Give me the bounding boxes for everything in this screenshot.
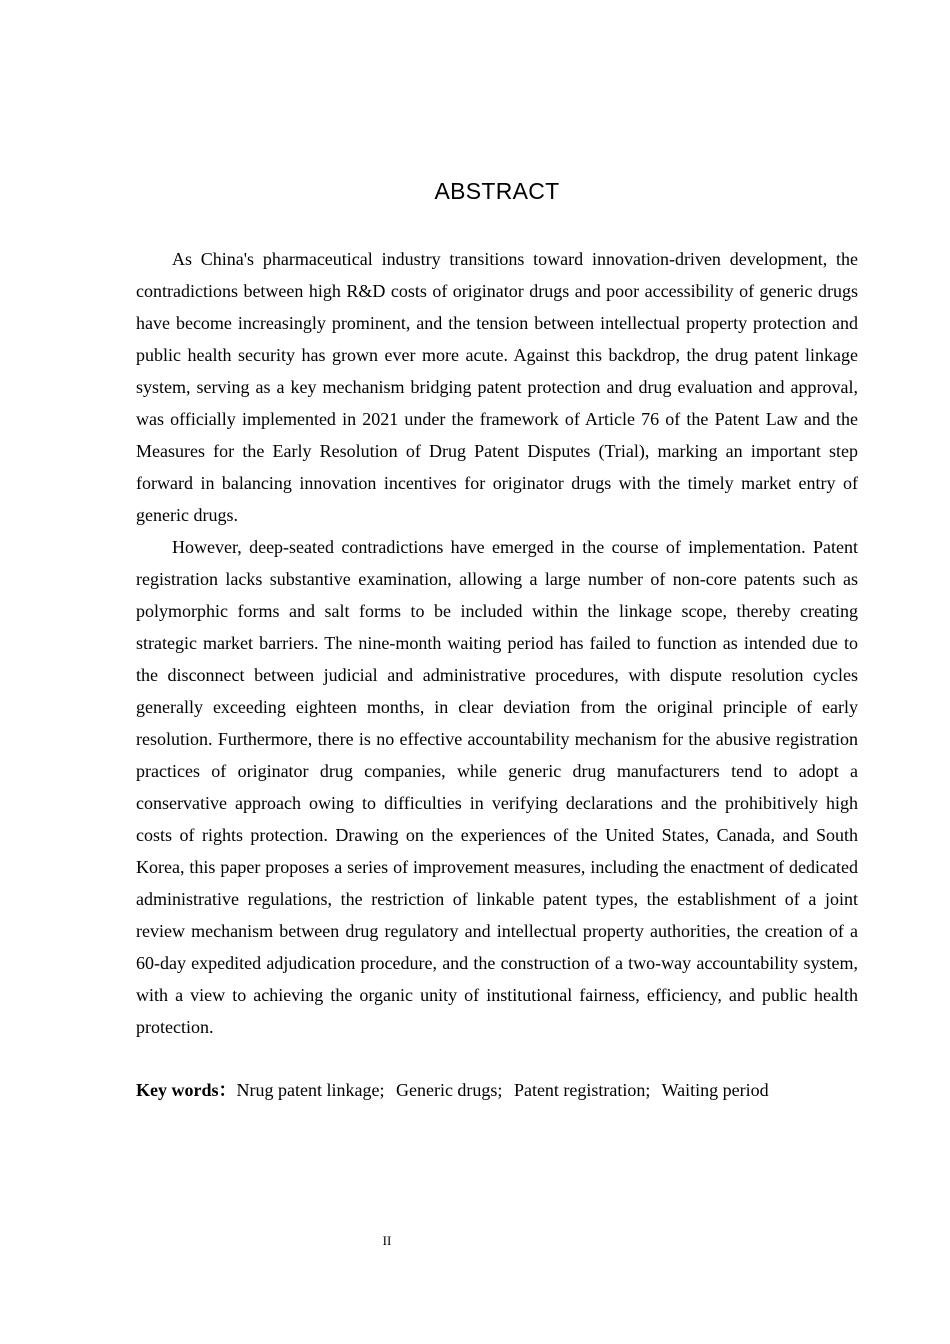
abstract-title: ABSTRACT (434, 178, 560, 204)
page-number: II (382, 1233, 392, 1248)
keyword-item: Nrug patent linkage; (236, 1080, 385, 1100)
abstract-body (136, 243, 858, 1043)
keyword-item: Patent registration; (513, 1080, 651, 1100)
keyword-item: Generic drugs; (395, 1080, 503, 1100)
keywords-label: Key words： (136, 1080, 237, 1100)
keyword-item: Waiting period (661, 1080, 769, 1100)
abstract-paragraph-2: However, deep-seated contradictions have emerged in the course of implementation. Patent registration lacks substantive examination, allowing a large number of non-core patents such as polymorphic forms and salt forms to be included within the linkage scope, thereby creating strategic market barriers. The nine-month waiting period has failed to function as intended due to the disconnect between judicial and administrative procedures, with dispute resolution cycles generally exceeding eighteen months, in clear deviation from the original principle of early resolution. Furthermore, there is no effective accountability mechanism for the abusive registration practices of originator drug companies, while generic drug manufacturers tend to adopt a conservative approach owing to difficulties in verifying declarations and the prohibitively high costs of rights protection. Drawing on the experiences of the United States, Canada, and South Korea, this paper proposes a series of improvement measures, including the enactment of dedicated administrative regulations, the restriction of linkable patent types, the establishment of a joint review mechanism between drug regulatory and intellectual property authorities, the creation of a 60-day expedited adjudication procedure, and the construction of a two-way accountability system, with a view to achieving the organic unity of institutional fairness, efficiency, and public health protection. (136, 537, 858, 1037)
keywords-line (136, 1074, 858, 1106)
abstract-paragraph-1: As China's pharmaceutical industry transitions toward innovation-driven development, the contradictions between high R&D costs of originator drugs and poor accessibility of generic drugs have become increasingly prominent, and the tension between intellectual property protection and public health security has grown ever more acute. Against this backdrop, the drug patent linkage system, serving as a key mechanism bridging patent protection and drug evaluation and approval, was officially implemented in 2021 under the framework of Article 76 of the Patent Law and the Measures for the Early Resolution of Drug Patent Disputes (Trial), marking an important step forward in balancing innovation incentives for originator drugs with the timely market entry of generic drugs. (136, 249, 858, 525)
